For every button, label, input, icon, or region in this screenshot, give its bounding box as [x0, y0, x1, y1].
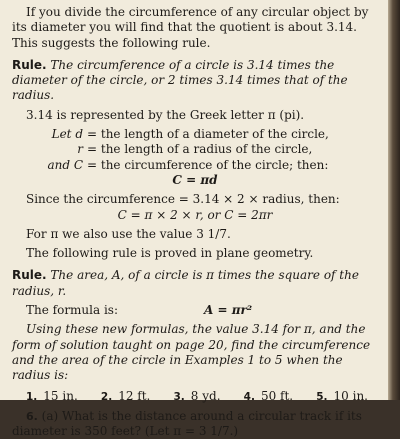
formula-label: The formula is:	[26, 303, 119, 318]
example-item	[173, 388, 220, 405]
problem-number: 6.	[26, 409, 38, 423]
example-value: 12 ft.	[118, 388, 151, 403]
proved-text: The following rule is proved in plane geometry.	[26, 246, 314, 261]
example-value: 15 in.	[43, 388, 78, 403]
intro-paragraph: If you divide the circumference of any circular object by its diameter you will find that the quotient is about 3.14. This suggests the following rule.	[12, 5, 369, 50]
area-rule	[12, 268, 378, 299]
rule-label: Rule.	[12, 268, 47, 283]
definition-variable: r	[77, 142, 83, 157]
definition-text: = the length of a radius of the circle,	[87, 142, 313, 157]
example-number: 3.	[173, 390, 185, 403]
definition-variable: Let d	[51, 127, 83, 142]
problem-6	[12, 409, 378, 439]
circumference-rule	[12, 58, 378, 104]
example-item	[316, 388, 368, 405]
example-number: 1.	[26, 390, 38, 403]
rule-label: Rule.	[12, 57, 47, 72]
example-number: 5.	[316, 390, 328, 403]
examples-list	[12, 388, 378, 405]
formula-value: A = πr²	[204, 303, 253, 318]
example-value: 8 yd.	[190, 388, 221, 403]
example-value: 50 ft.	[260, 388, 294, 403]
example-number: 4.	[243, 390, 255, 403]
definition-variable: and C	[47, 157, 83, 172]
area-formula	[12, 303, 378, 318]
definition-text: = the length of a diameter of the circle,	[87, 127, 329, 142]
example-item	[101, 388, 150, 405]
example-value: 10 in.	[333, 388, 368, 403]
definition-row	[12, 158, 378, 173]
rule-text: The area, A, of a circle is π times the square of the radius, r.	[12, 268, 359, 298]
circumference-formula: C = πd	[172, 172, 218, 187]
definition-row	[12, 142, 378, 157]
example-item	[26, 388, 78, 405]
definition-row	[12, 127, 378, 142]
pi-value-text: For π we also use the value 3 1/7.	[26, 226, 231, 241]
pi-intro: 3.14 is represented by the Greek letter π (pi).	[26, 107, 305, 122]
definition-text: = the circumference of the circle; then:	[87, 157, 329, 172]
rule-text: The circumference of a circle is 3.14 times the diameter of the circle, or 2 times 3.14 times that of the radius.	[12, 57, 348, 103]
since-text: Since the circumference = 3.14 × 2 × radius, then:	[26, 192, 340, 207]
problem-text: (a) What is the distance around a circular track if its diameter is 350 feet? (Let π = 3 1/7.)	[12, 408, 362, 438]
example-item	[244, 388, 293, 405]
example-number: 2.	[100, 390, 113, 403]
radius-formula: C = π × 2 × r, or C = 2πr	[117, 207, 273, 222]
definitions-list	[12, 127, 378, 173]
instructions-paragraph: Using these new formulas, the value 3.14 for π, and the form of solution taught on page 20, find the circumference and the area of the circle in Examples 1 to 5 when the radius is:	[12, 322, 371, 383]
book-spine	[388, 0, 400, 400]
